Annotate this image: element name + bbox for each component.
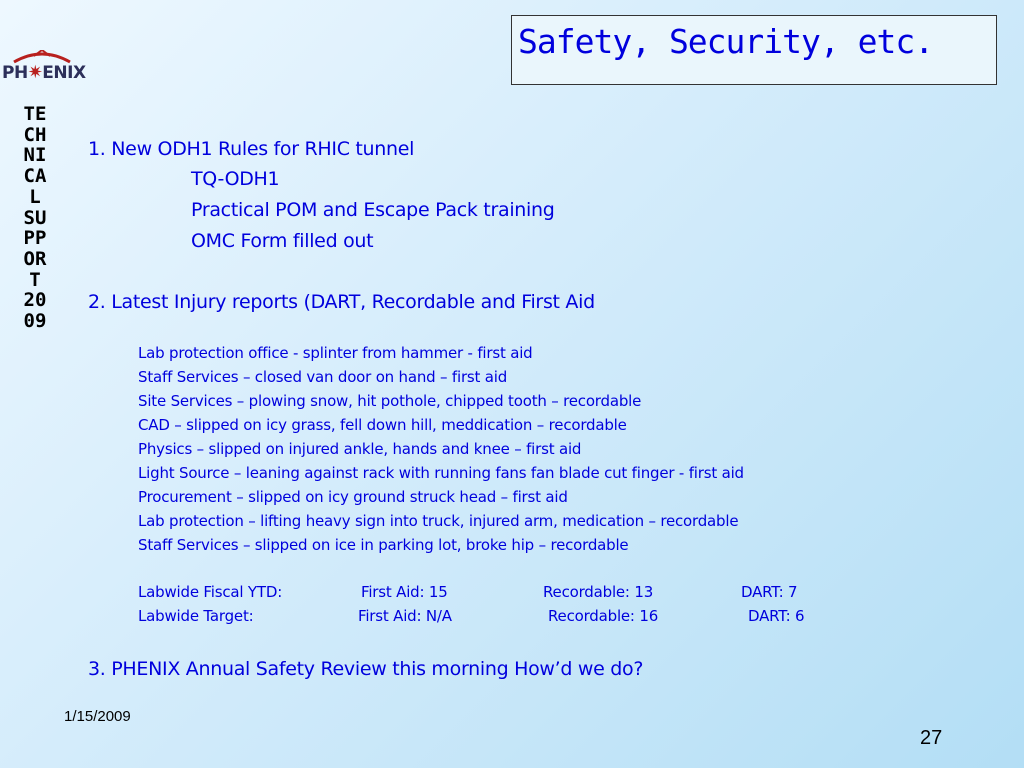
item-3-heading: 3. PHENIX Annual Safety Review this morning How’d we do? [88, 658, 644, 680]
injury-report: CAD – slipped on icy grass, fell down hill, meddication – recordable [138, 416, 627, 434]
vertical-side-label: TECHNICAL SUPPORT 2009 [23, 103, 47, 333]
stats-target-dart: DART: 6 [748, 607, 805, 625]
injury-report: Physics – slipped on injured ankle, hands and knee – first aid [138, 440, 582, 458]
injury-report: Light Source – leaning against rack with running fans fan blade cut finger - first aid [138, 464, 744, 482]
title-box [511, 15, 997, 85]
injury-report: Lab protection – lifting heavy sign into truck, injured arm, medication – recordable [138, 512, 739, 530]
stats-ytd-label: Labwide Fiscal YTD: [138, 583, 283, 601]
item-2-heading: 2. Latest Injury reports (DART, Recordable and First Aid [88, 291, 595, 313]
item-1-heading: 1. New ODH1 Rules for RHIC tunnel [88, 138, 415, 160]
injury-report: Lab protection office - splinter from hammer - first aid [138, 344, 533, 362]
item-1-subitem: Practical POM and Escape Pack training [191, 199, 555, 221]
injury-report: Procurement – slipped on icy ground struck head – first aid [138, 488, 568, 506]
stats-ytd-dart: DART: 7 [741, 583, 798, 601]
injury-report: Staff Services – closed van door on hand – first aid [138, 368, 508, 386]
stats-target-recordable: Recordable: 16 [548, 607, 659, 625]
injury-report: Site Services – plowing snow, hit pothole, chipped tooth – recordable [138, 392, 642, 410]
phenix-logo [2, 50, 102, 86]
stats-ytd-first-aid: First Aid: 15 [361, 583, 448, 601]
item-1-subitem: OMC Form filled out [191, 230, 374, 252]
stats-ytd-recordable: Recordable: 13 [543, 583, 654, 601]
page-number: 27 [920, 727, 943, 749]
logo-text: PH✷ENIX [2, 62, 86, 83]
stats-target-label: Labwide Target: [138, 607, 254, 625]
injury-report: Staff Services – slipped on ice in parking lot, broke hip – recordable [138, 536, 629, 554]
stats-target-first-aid: First Aid: N/A [358, 607, 452, 625]
item-1-subitem: TQ-ODH1 [191, 168, 280, 190]
footer-date: 1/15/2009 [64, 708, 131, 725]
slide-title: Safety, Security, etc. [518, 22, 934, 61]
logo-star-icon: ✷ [27, 62, 43, 83]
